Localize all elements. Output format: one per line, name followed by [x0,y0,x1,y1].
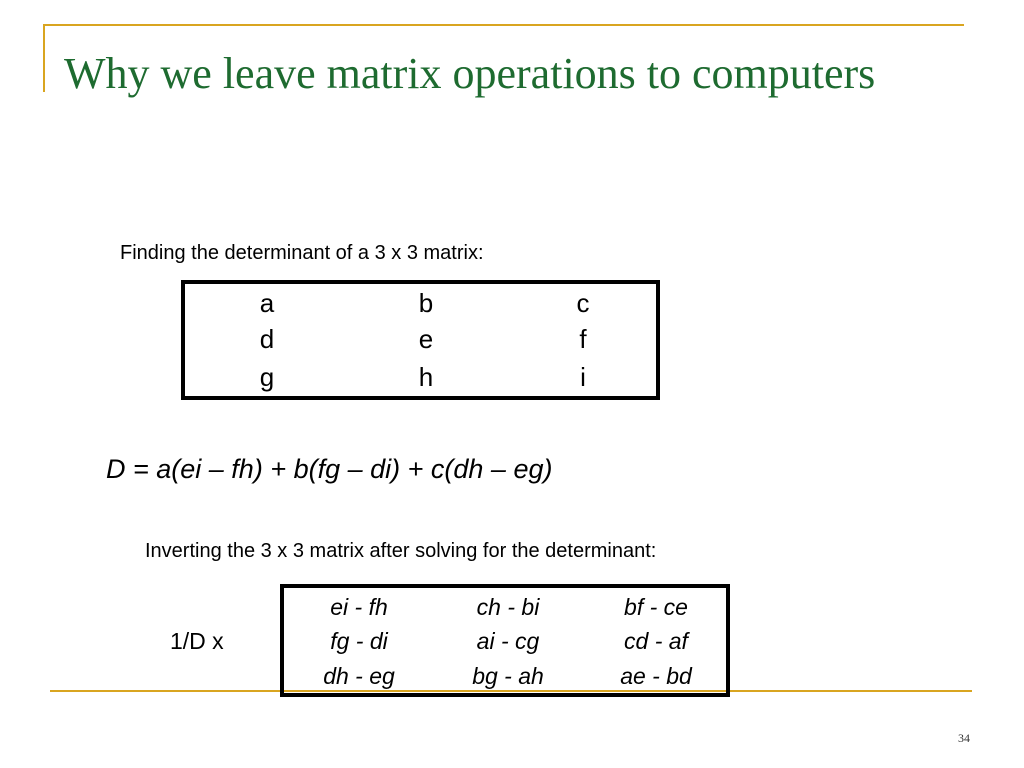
matrix-cell: f [579,324,587,354]
matrix-cell: b [418,288,434,318]
matrix-cell: ae - bd [620,663,692,689]
matrix-cell: ch - bi [476,594,540,620]
inverse-matrix [280,584,730,697]
top-accent-line [44,24,964,26]
matrix-cell: ai - cg [476,628,540,654]
determinant-formula: D = a(ei – fh) + b(fg – di) + c(dh – eg) [106,454,553,484]
matrix-cell: fg - di [330,628,388,654]
matrix-cell: g [259,362,275,392]
matrix-cell: dh - eg [323,663,395,689]
left-accent-line [43,24,45,92]
matrix-cell: d [259,324,275,354]
matrix-cell: h [418,362,434,392]
slide-title: Why we leave matrix operations to computers [64,49,876,98]
inverse-prefix: 1/D x [170,628,224,654]
determinant-caption: Finding the determinant of a 3 x 3 matrix: [120,242,484,264]
page-number: 34 [958,731,970,745]
matrix-cell: bg - ah [472,663,544,689]
matrix-cell: a [259,288,275,318]
matrix-cell: bf - ce [624,594,688,620]
matrix-cell: ei - fh [330,594,388,620]
matrix-cell: cd - af [624,628,688,654]
inverse-caption: Inverting the 3 x 3 matrix after solving for the determinant: [145,540,657,562]
determinant-matrix [181,280,660,400]
matrix-cell: i [580,362,586,392]
matrix-cell: c [576,288,590,318]
matrix-cell: e [418,324,434,354]
